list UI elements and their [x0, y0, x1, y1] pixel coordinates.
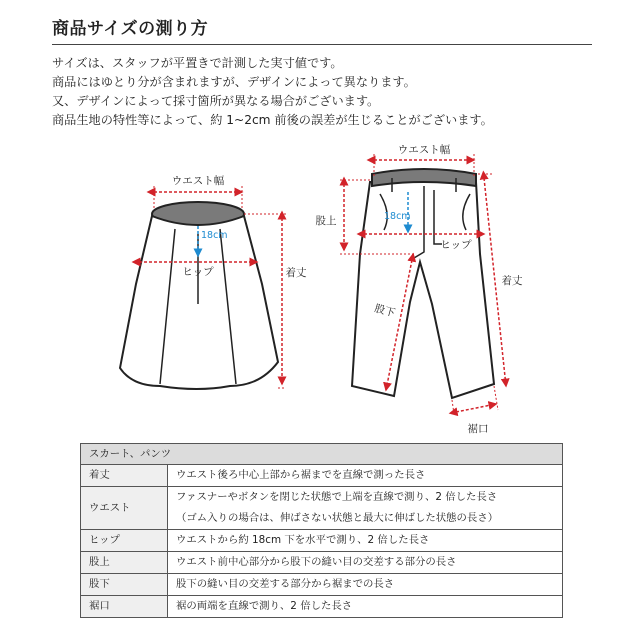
row-value-line: ウエストから約 18cm 下を水平で測り、2 倍した長さ [176, 534, 430, 546]
title-divider [52, 44, 592, 45]
row-value [168, 465, 563, 487]
pants-waist-label: ウエスト幅 [397, 144, 451, 156]
measurement-diagram [0, 134, 640, 434]
skirt-length-label: 着丈 [285, 267, 307, 279]
pants-illustration [352, 169, 494, 398]
row-key: 着丈 [81, 465, 168, 487]
pants-rise-label: 股上 [315, 215, 337, 227]
skirt-waist-label: ウエスト幅 [171, 175, 225, 187]
row-value-line: ウエスト後ろ中心上部から裾までを直線で測った長さ [176, 469, 426, 481]
pants-inseam-label: 股下 [373, 302, 397, 320]
row-value [168, 574, 563, 596]
skirt-hip-offset-label: 18cm [201, 230, 228, 241]
table-row [81, 530, 563, 552]
table-row [81, 552, 563, 574]
row-key: 裾口 [81, 596, 168, 618]
intro-line: 又、デザインによって採寸箇所が異なる場合がございます。 [52, 94, 380, 108]
row-key: 股下 [81, 574, 168, 596]
row-value-line: ファスナーやボタンを閉じた状態で上端を直線で測り、2 倍した長さ [176, 491, 498, 503]
row-value [168, 596, 563, 618]
intro-line: サイズは、スタッフが平置きで計測した実寸値です。 [52, 56, 343, 70]
row-key: 股上 [81, 552, 168, 574]
pants-hip-offset-label: 18cm [384, 211, 411, 222]
pants-hem-label: 裾口 [467, 423, 489, 434]
row-value-line: 股下の縫い目の交差する部分から裾までの長さ [176, 578, 395, 590]
row-value [168, 552, 563, 574]
skirt-hip-label: ヒップ [182, 266, 214, 278]
pants-hip-label: ヒップ [440, 239, 472, 251]
table-header: スカート、パンツ [81, 444, 563, 465]
row-value [168, 530, 563, 552]
skirt-illustration [120, 202, 278, 389]
pants-length-label: 着丈 [501, 275, 523, 287]
page-title: 商品サイズの測り方 [52, 19, 209, 39]
table-row [81, 487, 563, 530]
intro-line: 商品生地の特性等によって、約 1~2cm 前後の誤差が生じることがございます。 [52, 113, 493, 127]
row-value-line: ウエスト前中心部分から股下の縫い目の交差する部分の長さ [176, 556, 457, 568]
row-value-line: 裾の両端を直線で測り、2 倍した長さ [176, 600, 353, 612]
measurement-table [80, 443, 563, 618]
pants-body [352, 182, 494, 398]
table-row [81, 596, 563, 618]
row-key: ウエスト [81, 487, 168, 530]
row-value-line: （ゴム入りの場合は、伸ばさない状態と最大に伸ばした状態の長さ） [176, 512, 499, 524]
intro-line: 商品にはゆとり分が含まれますが、デザインによって異なります。 [52, 75, 416, 89]
row-value [168, 487, 563, 530]
skirt-body [120, 216, 278, 389]
table-row [81, 574, 563, 596]
row-key: ヒップ [81, 530, 168, 552]
table-row [81, 465, 563, 487]
intro-text [52, 54, 612, 130]
table-header-row [81, 444, 563, 465]
